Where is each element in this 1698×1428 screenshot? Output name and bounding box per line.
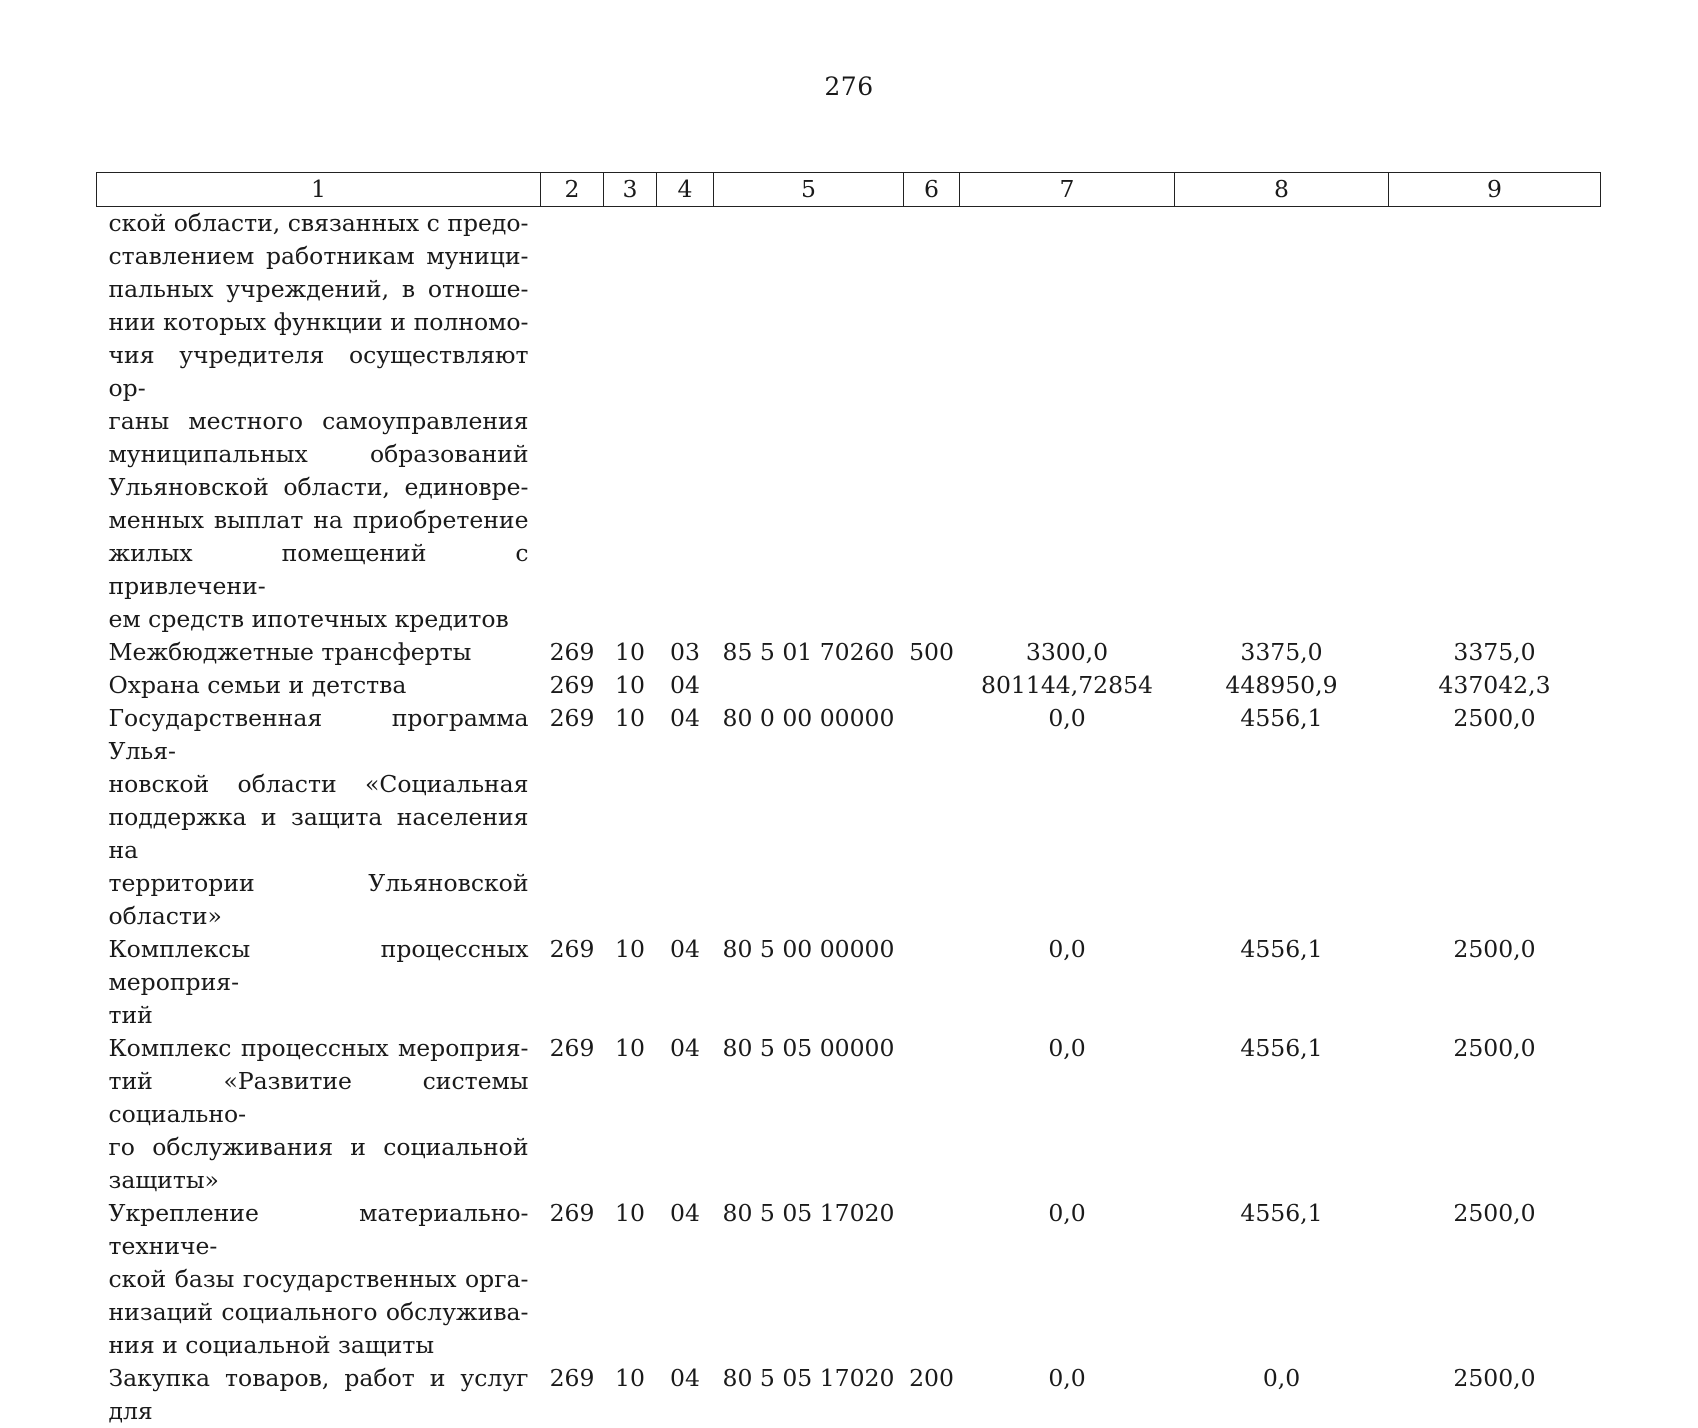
budget-table — [96, 172, 1601, 1428]
row-col-9: 2500,0 — [1389, 702, 1601, 933]
row-name-line: ской области, связанных с предо- — [109, 207, 529, 240]
row-name — [97, 669, 541, 702]
row-col-6 — [904, 933, 960, 1032]
row-col-2: 269 — [541, 933, 604, 1032]
row-col-3 — [604, 207, 657, 637]
row-col-6 — [904, 702, 960, 933]
row-name — [97, 933, 541, 1032]
row-col-3: 10 — [604, 702, 657, 933]
row-name-line: Государственная программа Улья- — [109, 702, 529, 768]
row-name-line: Охрана семьи и детства — [109, 669, 529, 702]
header-col-4: 4 — [657, 173, 714, 207]
row-col-8: 4556,1 — [1175, 702, 1389, 933]
table-row — [97, 669, 1601, 702]
row-col-9: 2500,0 — [1389, 1362, 1601, 1428]
row-col-5 — [714, 669, 904, 702]
row-name-line: менных выплат на приобретение — [109, 504, 529, 537]
row-name-line: Комплексы процессных мероприя- — [109, 933, 529, 999]
row-name-line: ской базы государственных орга- — [109, 1263, 529, 1296]
row-name-line: жилых помещений с привлечени- — [109, 537, 529, 603]
row-name — [97, 1197, 541, 1362]
row-name — [97, 1362, 541, 1428]
row-name — [97, 636, 541, 669]
row-col-2: 269 — [541, 636, 604, 669]
row-col-5: 80 0 00 00000 — [714, 702, 904, 933]
row-col-3: 10 — [604, 1032, 657, 1197]
row-name-line: ставлением работникам муници- — [109, 240, 529, 273]
row-name-line: ем средств ипотечных кредитов — [109, 603, 529, 636]
row-name-line: защиты» — [109, 1164, 529, 1197]
row-col-6 — [904, 669, 960, 702]
row-col-7: 0,0 — [960, 933, 1175, 1032]
header-col-2: 2 — [541, 173, 604, 207]
row-col-5 — [714, 207, 904, 637]
row-col-8: 0,0 — [1175, 1362, 1389, 1428]
page-number: 276 — [0, 72, 1698, 101]
row-col-8: 3375,0 — [1175, 636, 1389, 669]
header-col-9: 9 — [1389, 173, 1601, 207]
row-col-9: 437042,3 — [1389, 669, 1601, 702]
row-col-7 — [960, 207, 1175, 637]
row-col-2: 269 — [541, 669, 604, 702]
header-col-3: 3 — [604, 173, 657, 207]
row-col-4: 04 — [657, 669, 714, 702]
row-col-4: 04 — [657, 702, 714, 933]
row-col-9 — [1389, 207, 1601, 637]
row-col-7: 0,0 — [960, 1032, 1175, 1197]
row-name-line: ганы местного самоуправления — [109, 405, 529, 438]
row-col-5: 80 5 05 17020 — [714, 1197, 904, 1362]
table-row — [97, 207, 1601, 637]
row-col-4: 04 — [657, 1032, 714, 1197]
row-col-6 — [904, 207, 960, 637]
row-col-4 — [657, 207, 714, 637]
table-header — [97, 173, 1601, 207]
row-name-line: низаций социального обслужива- — [109, 1296, 529, 1329]
row-col-4: 03 — [657, 636, 714, 669]
row-name-line: территории Ульяновской области» — [109, 867, 529, 933]
row-name-line: Межбюджетные трансферты — [109, 636, 529, 669]
row-col-6: 500 — [904, 636, 960, 669]
table-row — [97, 1362, 1601, 1428]
row-name-line: Закупка товаров, работ и услуг для — [109, 1362, 529, 1428]
header-col-5: 5 — [714, 173, 904, 207]
row-col-2 — [541, 207, 604, 637]
row-col-3: 10 — [604, 933, 657, 1032]
row-col-3: 10 — [604, 1197, 657, 1362]
row-col-7: 0,0 — [960, 1197, 1175, 1362]
row-name-line: тий — [109, 999, 529, 1032]
row-col-6 — [904, 1197, 960, 1362]
row-name-line: го обслуживания и социальной — [109, 1131, 529, 1164]
row-name-line: поддержка и защита населения на — [109, 801, 529, 867]
row-name-line: новской области «Социальная — [109, 768, 529, 801]
row-col-7: 0,0 — [960, 1362, 1175, 1428]
row-name-line: Комплекс процессных мероприя- — [109, 1032, 529, 1065]
row-col-4: 04 — [657, 1362, 714, 1428]
row-name-line: муниципальных образований — [109, 438, 529, 471]
row-col-7: 801144,72854 — [960, 669, 1175, 702]
table-body — [97, 207, 1601, 1428]
row-col-2: 269 — [541, 1362, 604, 1428]
row-col-9: 2500,0 — [1389, 933, 1601, 1032]
table-row — [97, 636, 1601, 669]
header-col-8: 8 — [1175, 173, 1389, 207]
row-col-8 — [1175, 207, 1389, 637]
row-col-5: 85 5 01 70260 — [714, 636, 904, 669]
row-col-3: 10 — [604, 636, 657, 669]
row-col-2: 269 — [541, 1197, 604, 1362]
row-col-8: 4556,1 — [1175, 933, 1389, 1032]
row-name-line: чия учредителя осуществляют ор- — [109, 339, 529, 405]
row-name-line: нии которых функции и полномо- — [109, 306, 529, 339]
row-name-line: Ульяновской области, единовре- — [109, 471, 529, 504]
row-col-8: 4556,1 — [1175, 1197, 1389, 1362]
row-col-5: 80 5 05 17020 — [714, 1362, 904, 1428]
row-col-9: 3375,0 — [1389, 636, 1601, 669]
table-row — [97, 702, 1601, 933]
row-col-9: 2500,0 — [1389, 1197, 1601, 1362]
row-col-4: 04 — [657, 1197, 714, 1362]
row-col-8: 4556,1 — [1175, 1032, 1389, 1197]
row-col-3: 10 — [604, 669, 657, 702]
table-row — [97, 1032, 1601, 1197]
row-col-5: 80 5 05 00000 — [714, 1032, 904, 1197]
row-col-2: 269 — [541, 1032, 604, 1197]
table-row — [97, 933, 1601, 1032]
row-col-5: 80 5 00 00000 — [714, 933, 904, 1032]
row-col-2: 269 — [541, 702, 604, 933]
row-col-8: 448950,9 — [1175, 669, 1389, 702]
row-name-line: Укрепление материально-техниче- — [109, 1197, 529, 1263]
row-col-7: 0,0 — [960, 702, 1175, 933]
header-col-6: 6 — [904, 173, 960, 207]
row-name-line: ния и социальной защиты — [109, 1329, 529, 1362]
row-col-7: 3300,0 — [960, 636, 1175, 669]
row-col-6 — [904, 1032, 960, 1197]
header-col-1: 1 — [97, 173, 541, 207]
row-col-9: 2500,0 — [1389, 1032, 1601, 1197]
row-name — [97, 702, 541, 933]
row-name — [97, 1032, 541, 1197]
row-name-line: тий «Развитие системы социально- — [109, 1065, 529, 1131]
row-name — [97, 207, 541, 637]
row-col-3: 10 — [604, 1362, 657, 1428]
header-row — [97, 173, 1601, 207]
row-name-line: пальных учреждений, в отноше- — [109, 273, 529, 306]
table-row — [97, 1197, 1601, 1362]
row-col-6: 200 — [904, 1362, 960, 1428]
row-col-4: 04 — [657, 933, 714, 1032]
header-col-7: 7 — [960, 173, 1175, 207]
